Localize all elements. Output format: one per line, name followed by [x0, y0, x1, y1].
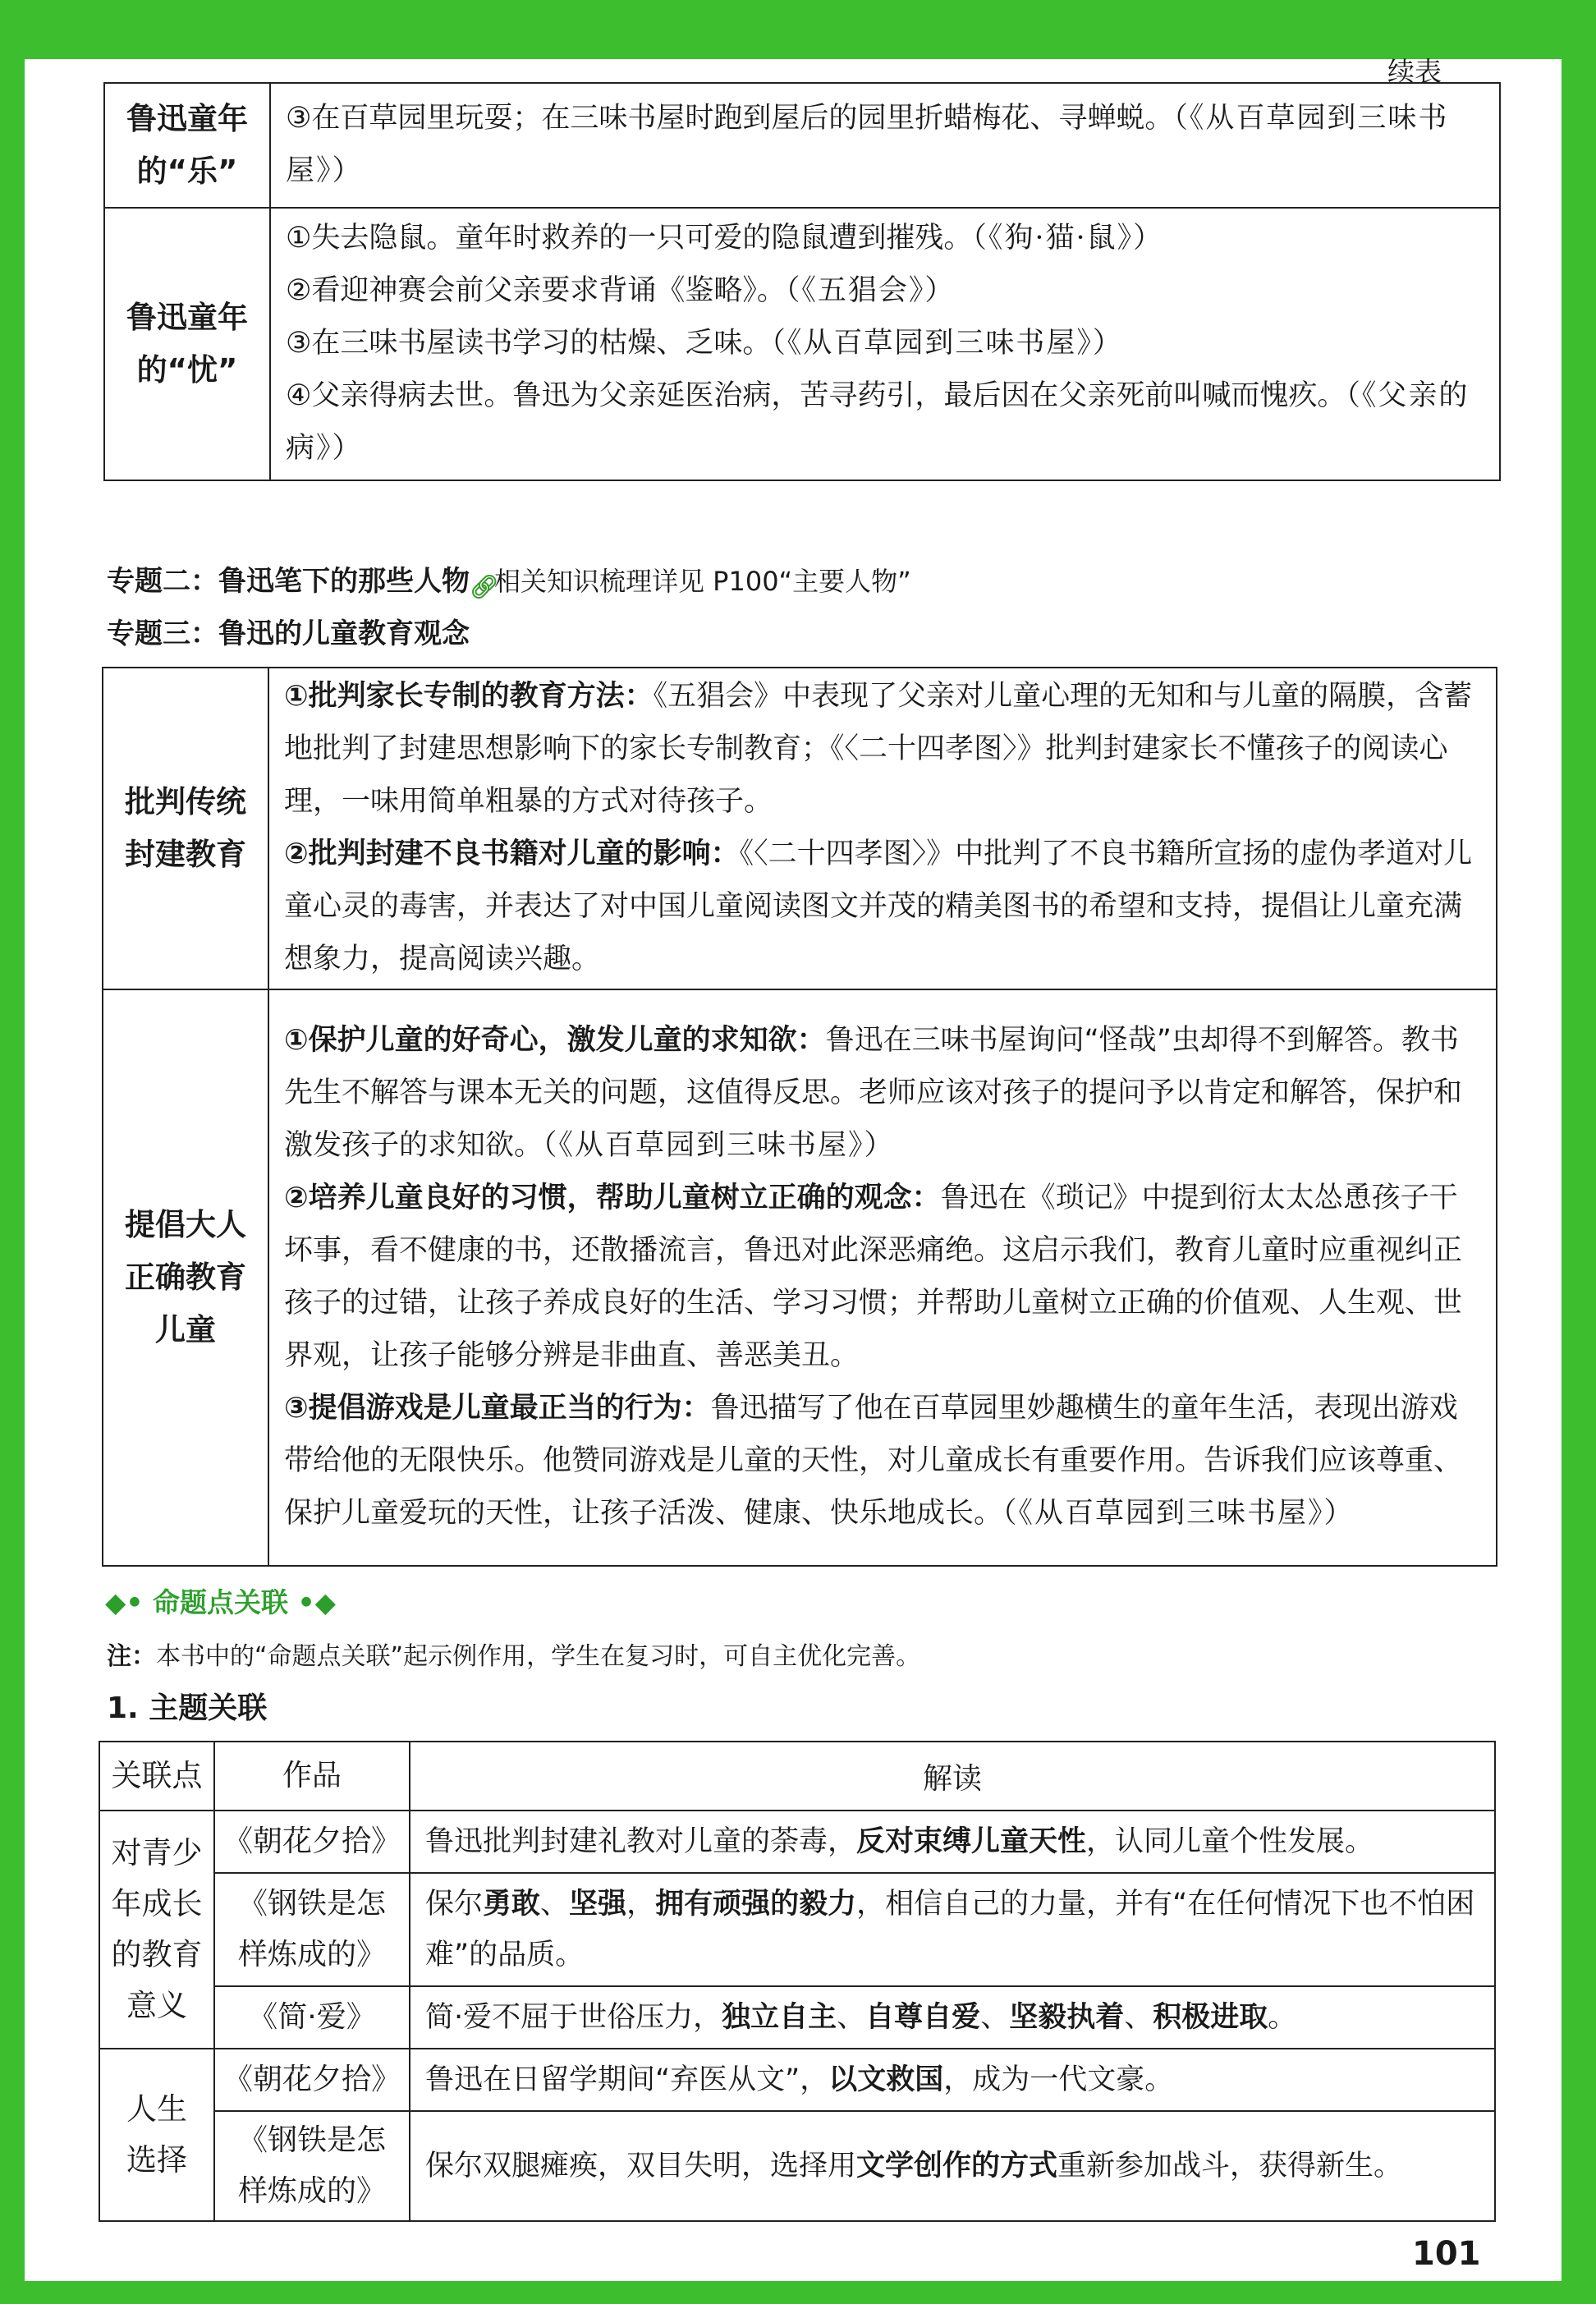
link-point-cell: 人生选择 — [99, 2049, 214, 2221]
text-run: ，认同儿童个性发展。 — [1086, 1825, 1374, 1858]
diamond-icon: •◆ — [297, 1586, 336, 1618]
explanation-cell — [410, 2111, 1495, 2221]
diamond-icon: ◆• — [105, 1586, 144, 1618]
work-cell: 《朝花夕拾》 — [214, 2049, 410, 2111]
list-item: ①批判家长专制的教育方法：《五猖会》中表现了父亲对儿童心理的无知和与儿童的隔膜，含蓄地批判了封建思想影响下的家长专制教育；《〈二十四孝图〉》批判封建家长不懂孩子的阅读心理，一味用简单粗暴的方式对待孩子。 — [284, 680, 1473, 818]
list-item: ②看迎神赛会前父亲要求背诵《鉴略》。（《五猖会》） — [286, 274, 956, 307]
topic-two: 专题二：鲁迅笔下的那些人物🔗︎相关知识梳理详见 P100“主要人物” — [107, 565, 911, 600]
table-row — [103, 989, 1497, 1566]
green-frame-bottom — [0, 2281, 1596, 2304]
text-run: ，相信自己的力量，并有“在任何情况下也不怕困难”的品质。 — [425, 1888, 1475, 1971]
category-cell: 批判传统封建教育 — [103, 668, 268, 989]
explanation-cell — [410, 1811, 1495, 1873]
emphasis-text: 反对束缚儿童天性 — [856, 1825, 1087, 1858]
education-table — [102, 667, 1497, 1567]
text-run: 保尔 — [425, 1888, 484, 1921]
content-cell — [270, 83, 1500, 208]
list-item: ③在三味书屋读书学习的枯燥、乏味。（《从百草园到三味书屋》） — [286, 327, 1123, 360]
list-item: ④父亲得病去世。鲁迅为父亲延医治病，苦寻药引，最后因在父亲死前叫喊而愧疚。（《父亲的病》） — [286, 379, 1470, 465]
text-run: ，成为一代文豪。 — [943, 2063, 1174, 2096]
explanation-cell — [410, 1873, 1495, 1986]
table-row — [104, 83, 1500, 208]
link-icon: 🔗︎ — [470, 572, 499, 600]
text-run: 保尔双腿瘫痪，双目失明，选择用 — [425, 2150, 857, 2182]
column-header: 解读 — [410, 1742, 1495, 1811]
emphasis-text: 勇敢 — [483, 1888, 541, 1921]
emphasis-text: 文学创作的方式 — [856, 2150, 1058, 2182]
table-row — [104, 208, 1500, 480]
topic-three: 专题三：鲁迅的儿童教育观念 — [107, 617, 470, 650]
emphasis-text: 独立自主 — [722, 2001, 837, 2034]
emphasis-text: 以文救国 — [828, 2063, 944, 2096]
text-run: 简·爱不屈于世俗压力， — [425, 2001, 722, 2034]
list-item: ③提倡游戏是儿童最正当的行为：鲁迅描写了他在百草园里妙趣横生的童年生活，表现出游戏带给他的无限快乐。他赞同游戏是儿童的天性，对儿童成长有重要作用。告诉我们应该尊重、保护儿童爱玩的天性，让孩子活泼、健康、快乐地成长。（《从百草园到三味书屋》） — [284, 1392, 1463, 1530]
category-cell: 鲁迅童年的“忧” — [104, 208, 270, 480]
text-run: 鲁迅批判封建礼教对儿童的荼毒， — [425, 1825, 857, 1858]
table-row — [99, 2111, 1495, 2221]
work-cell: 《简·爱》 — [214, 1986, 410, 2049]
text-run: ， — [626, 1888, 656, 1921]
content-cell — [268, 668, 1497, 989]
table-row — [99, 1986, 1495, 2049]
work-cell: 《朝花夕拾》 — [214, 1811, 410, 1873]
childhood-table — [103, 82, 1501, 481]
table-header-row — [99, 1742, 1495, 1811]
table-row — [103, 668, 1497, 989]
text-run: 、 — [837, 2001, 866, 2034]
emphasis-text: 自尊自爱 — [865, 2001, 981, 2034]
text-run: 、 — [1124, 2001, 1153, 2034]
cross-reference-link[interactable]: 相关知识梳理详见 P100“主要人物” — [494, 566, 911, 597]
content-cell — [268, 989, 1497, 1566]
list-item: ①保护儿童的好奇心，激发儿童的求知欲：鲁迅在三味书屋询问“怪哉”虫却得不到解答。教书先生不解答与课本无关的问题，这值得反思。老师应该对孩子的提问予以肯定和解答，保护和激发孩子的求知欲。（《从百草园到三味书屋》） — [284, 1024, 1463, 1162]
text-run: 、 — [980, 2001, 1010, 2034]
text-run: 、 — [540, 1888, 570, 1921]
emphasis-text: 拥有顽强的毅力 — [655, 1888, 857, 1921]
emphasis-text: 坚毅执着 — [1009, 2001, 1125, 2034]
explanation-cell — [410, 2049, 1495, 2111]
heading-theme-link: 1. 主题关联 — [107, 1691, 268, 1725]
work-cell: 《钢铁是怎样炼成的》 — [214, 1873, 410, 1986]
list-item: ②培养儿童良好的习惯，帮助儿童树立正确的观念：鲁迅在《琐记》中提到衍太太怂恿孩子干坏事，看不健康的书，还散播流言，鲁迅对此深恶痛绝。这启示我们，教育儿童时应重视纠正孩子的过错，让孩子养成良好的生活、学习习惯；并帮助儿童树立正确的价值观、人生观、世界观，让孩子能够分辨是非曲直、善恶美丑。 — [284, 1182, 1463, 1372]
work-cell: 《钢铁是怎样炼成的》 — [214, 2111, 410, 2221]
link-point-cell: 对青少年成长的教育意义 — [99, 1811, 214, 2049]
green-frame-top — [0, 0, 1596, 59]
green-frame-right — [1562, 0, 1596, 2304]
list-item: ③在百草园里玩耍；在三味书屋时跑到屋后的园里折蜡梅花、寻蝉蜕。（《从百草园到三味书屋》） — [286, 102, 1449, 187]
category-cell: 鲁迅童年的“乐” — [104, 83, 270, 208]
list-item: ②批判封建不良书籍对儿童的影响：《〈二十四孝图〉》中批判了不良书籍所宣扬的虚伪孝道对儿童心灵的毒害，并表达了对中国儿童阅读图文并茂的精美图书的希望和支持，提倡让儿童充满想象力，提高阅读兴趣。 — [284, 838, 1473, 975]
page-number: 101 — [1412, 2235, 1481, 2273]
table-row — [99, 1873, 1495, 1986]
note: 注：本书中的“命题点关联”起示例作用，学生在复习时，可自主优化完善。 — [107, 1642, 921, 1671]
explanation-cell — [410, 1986, 1495, 2049]
text-run: 。 — [1268, 2001, 1297, 2034]
theme-link-table — [99, 1741, 1496, 2222]
column-header: 作品 — [214, 1742, 410, 1811]
column-header: 关联点 — [99, 1742, 214, 1811]
continued-label: 续表 — [1387, 56, 1442, 88]
table-row — [99, 2049, 1495, 2111]
content-cell — [270, 208, 1500, 480]
section-marker: ◆• 命题点关联 •◆ — [105, 1586, 336, 1618]
text-run: 重新参加战斗，获得新生。 — [1057, 2150, 1403, 2182]
emphasis-text: 积极进取 — [1153, 2001, 1268, 2034]
text-run: 鲁迅在日留学期间“弃医从文”， — [425, 2063, 829, 2096]
emphasis-text: 坚强 — [569, 1888, 627, 1921]
table-row — [99, 1811, 1495, 1873]
list-item: ①失去隐鼠。童年时救养的一只可爱的隐鼠遭到摧残。（《狗·猫·鼠》） — [286, 222, 1164, 255]
green-frame-left — [0, 0, 25, 2304]
category-cell: 提倡大人正确教育儿童 — [103, 989, 268, 1566]
